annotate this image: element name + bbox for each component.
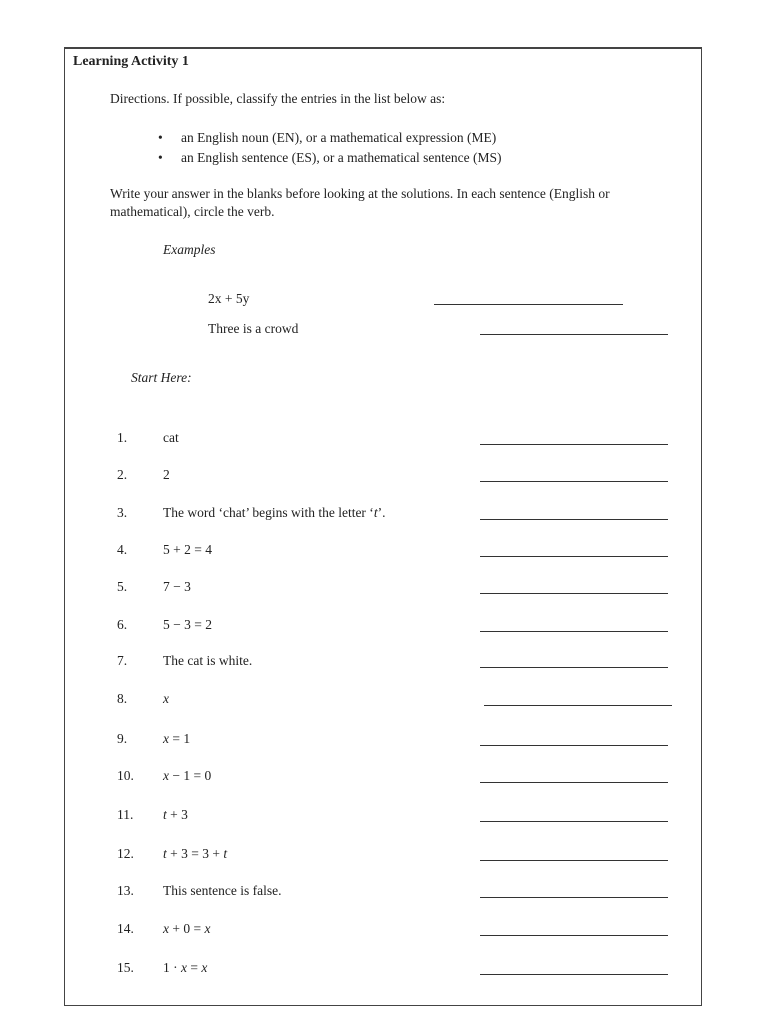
answer-blank[interactable] xyxy=(484,705,672,706)
item-text: t + 3 = 3 + t xyxy=(163,846,228,861)
item-number: 15. xyxy=(117,960,134,975)
answer-blank[interactable] xyxy=(480,444,668,445)
answer-blank[interactable] xyxy=(480,745,668,746)
item-text: This sentence is false. xyxy=(163,883,282,898)
start-here-label: Start Here: xyxy=(131,370,192,385)
item-number: 1. xyxy=(117,430,128,445)
item-number: 10. xyxy=(117,768,134,783)
item-text: 5 + 2 = 4 xyxy=(163,542,212,557)
answer-blank[interactable] xyxy=(480,860,668,861)
item-text: 2 xyxy=(163,467,170,482)
item-text: 5 − 3 = 2 xyxy=(163,617,212,632)
item-number: 11. xyxy=(117,807,134,822)
item-number: 3. xyxy=(117,505,128,520)
answer-blank[interactable] xyxy=(480,935,668,936)
bullet-icon: • xyxy=(158,150,163,165)
item-text: cat xyxy=(163,430,179,445)
instructions-text: Write your answer in the blanks before looking at the solutions. In each sentence (English or mathematical), circle the verb. xyxy=(110,186,610,219)
bullet-text: an English noun (EN), or a mathematical expression (ME) xyxy=(181,130,497,145)
item-number: 5. xyxy=(117,579,128,594)
item-text: x − 1 = 0 xyxy=(163,768,212,783)
bullet-icon: • xyxy=(158,130,163,145)
item-text: The word ‘chat’ begins with the letter ‘t’. xyxy=(163,505,386,520)
answer-blank[interactable] xyxy=(480,593,668,594)
answer-blank[interactable] xyxy=(480,974,668,975)
directions-text: Directions. If possible, classify the entries in the list below as: xyxy=(110,91,446,106)
item-number: 13. xyxy=(117,883,134,898)
example-sentence: Three is a crowd xyxy=(208,321,299,336)
item-number: 2. xyxy=(117,467,128,482)
item-text: 1 · x = x xyxy=(163,960,208,975)
item-text: x xyxy=(163,691,169,706)
item-number: 4. xyxy=(117,542,128,557)
item-number: 12. xyxy=(117,846,134,861)
answer-blank[interactable] xyxy=(480,821,668,822)
bullet-text: an English sentence (ES), or a mathematical sentence (MS) xyxy=(181,150,502,165)
answer-blank[interactable] xyxy=(480,519,668,520)
item-text: t + 3 xyxy=(163,807,188,822)
item-number: 8. xyxy=(117,691,128,706)
classification-list xyxy=(158,130,502,170)
answer-blank[interactable] xyxy=(480,631,668,632)
list-item xyxy=(158,130,502,150)
item-text: 7 − 3 xyxy=(163,579,191,594)
answer-blank[interactable] xyxy=(480,556,668,557)
example-expression: 2x + 5y xyxy=(208,291,250,306)
answer-blank[interactable] xyxy=(480,782,668,783)
list-item xyxy=(158,150,502,170)
answer-blank[interactable] xyxy=(480,667,668,668)
answer-blank[interactable] xyxy=(480,897,668,898)
activity-title: Learning Activity 1 xyxy=(73,54,189,69)
example-answer-blank[interactable] xyxy=(480,334,668,335)
item-number: 7. xyxy=(117,653,128,668)
item-number: 9. xyxy=(117,731,128,746)
item-number: 14. xyxy=(117,921,134,936)
item-text: x = 1 xyxy=(163,731,191,746)
examples-label: Examples xyxy=(163,242,216,257)
answer-blank[interactable] xyxy=(480,481,668,482)
item-number: 6. xyxy=(117,617,128,632)
item-text: The cat is white. xyxy=(163,653,253,668)
item-text: x + 0 = x xyxy=(163,921,211,936)
example-answer-blank[interactable] xyxy=(434,304,623,305)
